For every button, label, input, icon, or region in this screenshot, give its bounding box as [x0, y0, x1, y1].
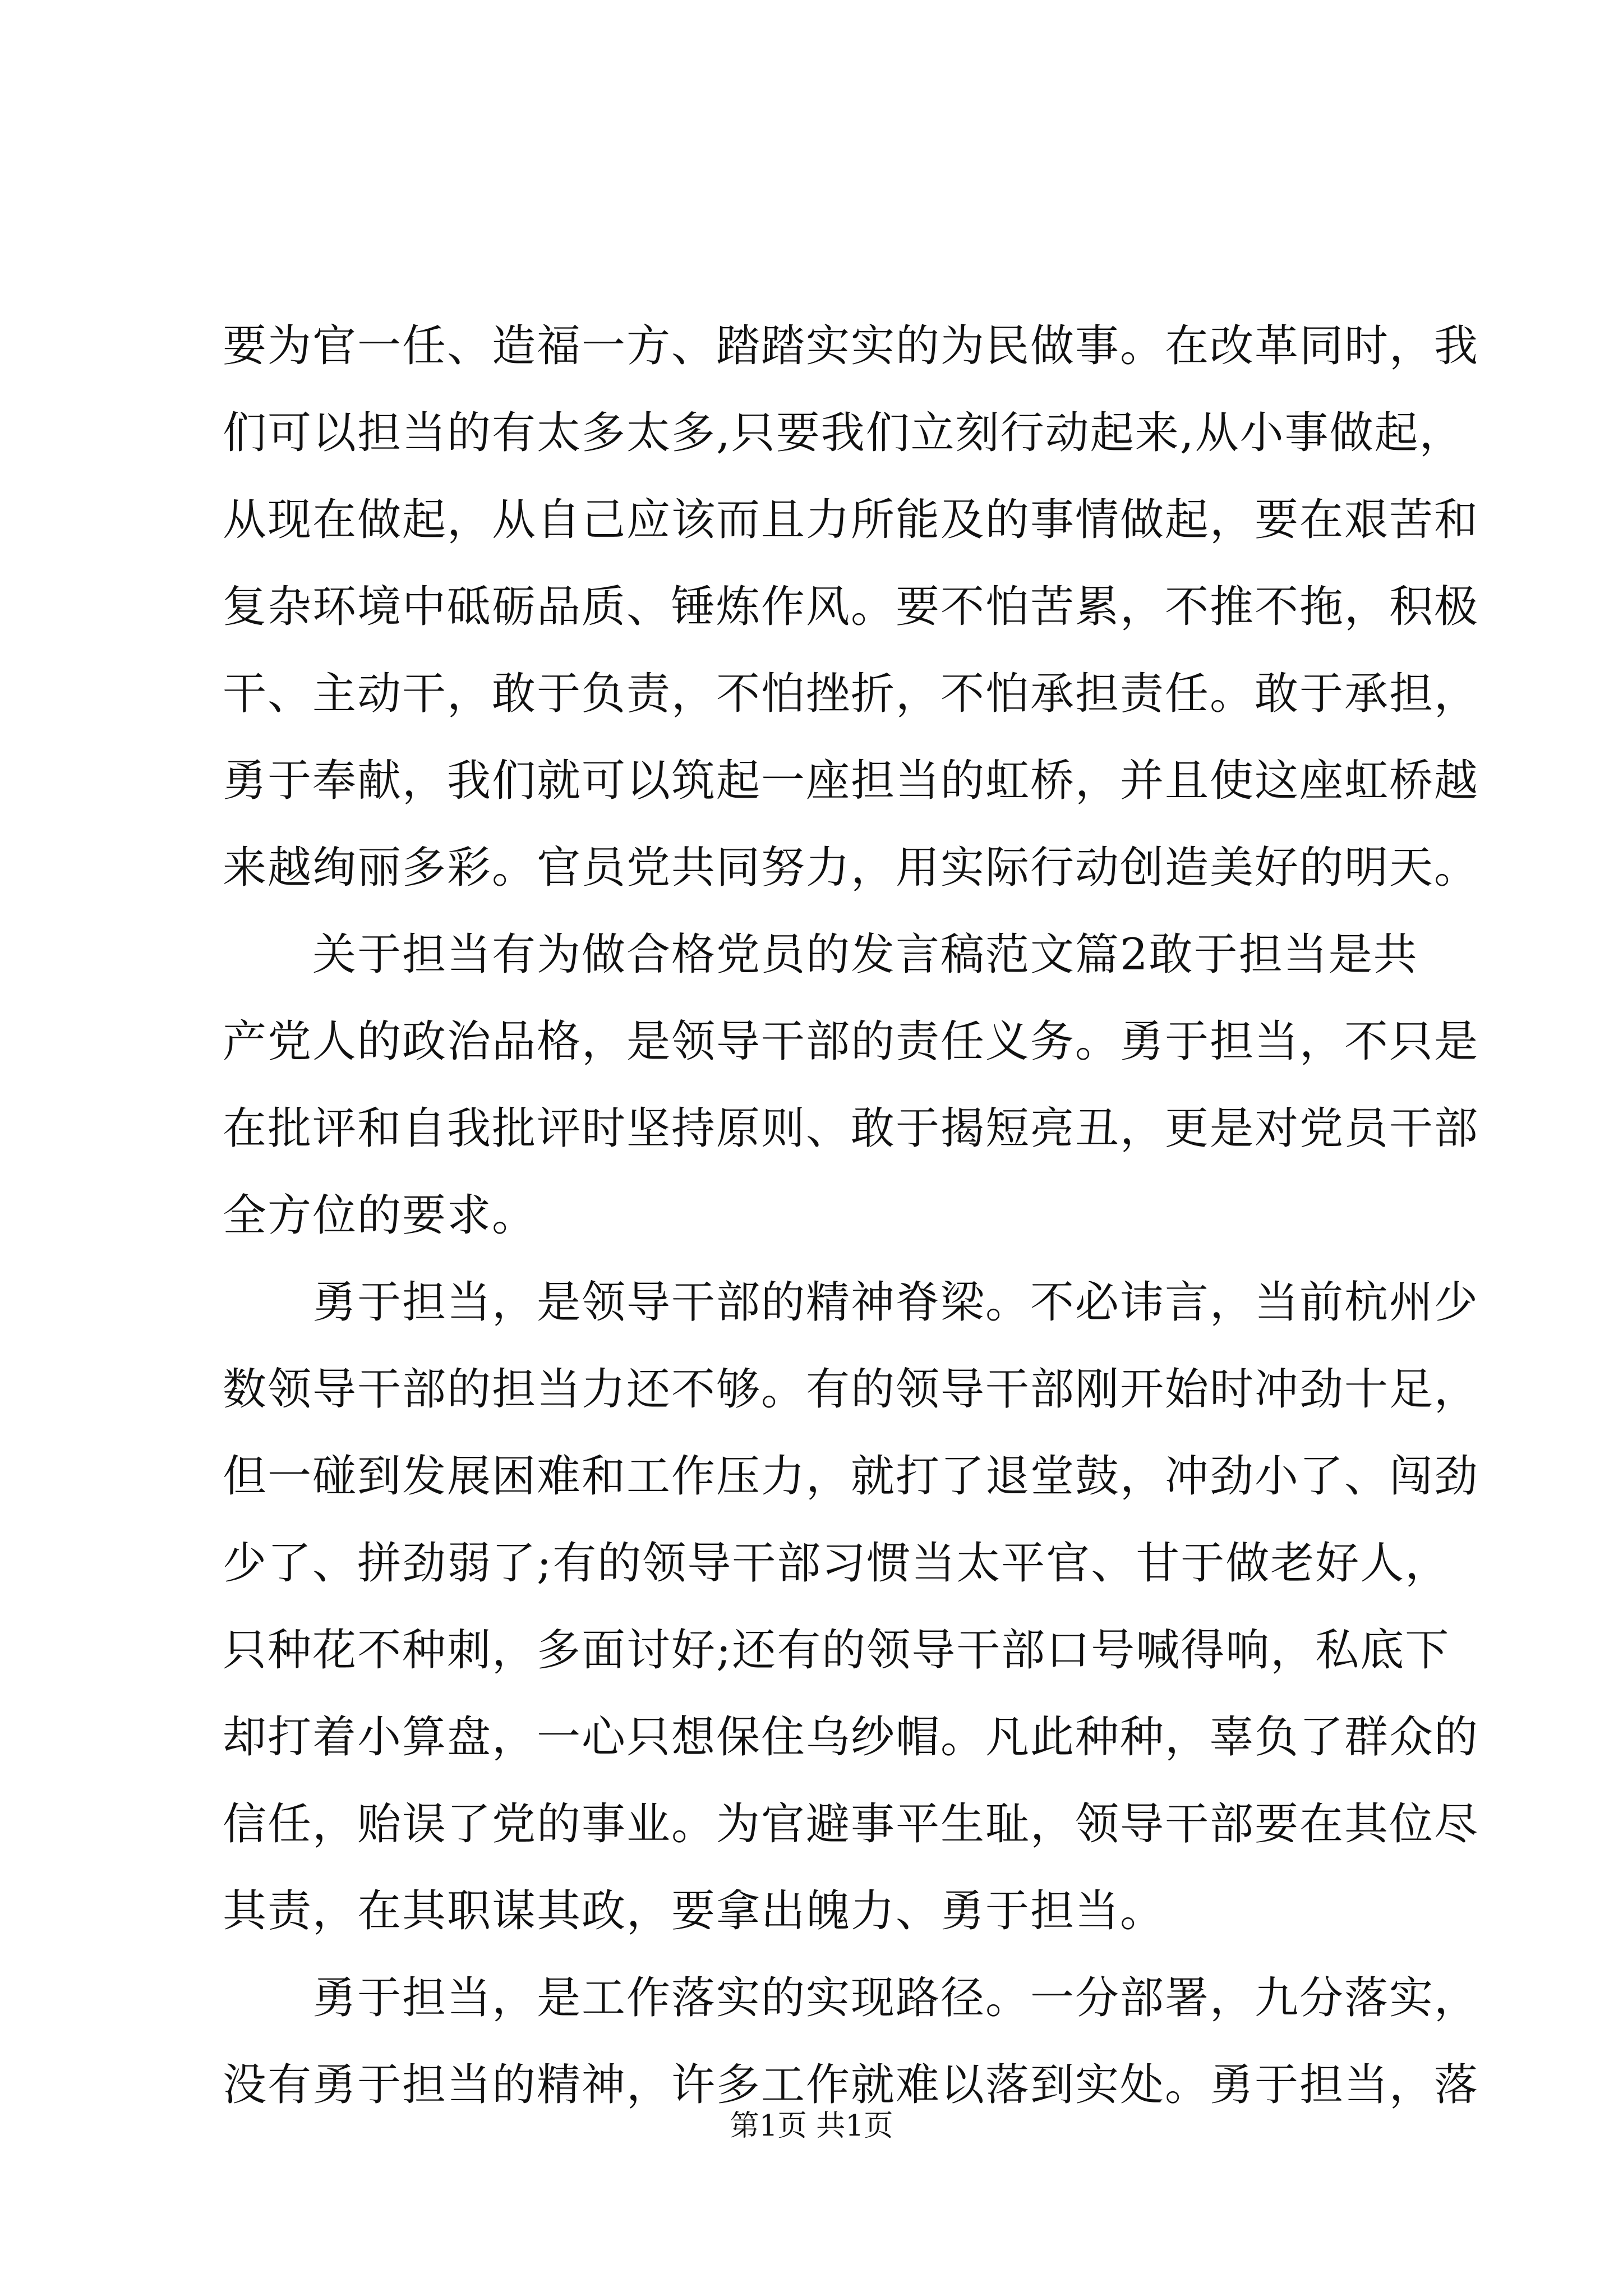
paragraph-first-line: 勇于担当，是领导干部的精神脊梁。不必讳言，当前杭州少 [312, 1277, 1479, 1328]
text-line: 在批评和自我批评时坚持原则、敢于揭短亮丑，更是对党员干部 [223, 1103, 1479, 1154]
paragraph-first-line: 勇于担当，是工作落实的实现路径。一分部署，九分落实， [312, 1973, 1479, 2023]
text-line: 少了、拼劲弱了;有的领导干部习惯当太平官、甘于做老好人， [223, 1538, 1450, 1589]
text-line: 但一碰到发展困难和工作压力，就打了退堂鼓，冲劲小了、闯劲 [223, 1451, 1479, 1502]
paragraph-first-line: 关于担当有为做合格党员的发言稿范文篇2敢于担当是共 [312, 930, 1418, 980]
text-line: 勇于奉献，我们就可以筑起一座担当的虹桥，并且使这座虹桥越 [223, 756, 1479, 806]
text-line: 信任，贻误了党的事业。为官避事平生耻，领导干部要在其位尽 [223, 1799, 1479, 1849]
page-footer: 第1页 共1页 [730, 2109, 893, 2143]
text-line: 数领导干部的担当力还不够。有的领导干部刚开始时冲劲十足， [223, 1364, 1479, 1415]
text-line: 没有勇于担当的精神，许多工作就难以落到实处。勇于担当，落 [223, 2060, 1479, 2110]
text-line: 却打着小算盘，一心只想保住乌纱帽。凡此种种，辜负了群众的 [223, 1712, 1479, 1763]
text-line: 只种花不种刺，多面讨好;还有的领导干部口号喊得响，私底下 [223, 1625, 1450, 1676]
text-line: 产党人的政治品格，是领导干部的责任义务。勇于担当，不只是 [223, 1016, 1479, 1067]
text-line: 干、主动干，敢于负责，不怕挫折，不怕承担责任。敢于承担， [223, 669, 1479, 719]
text-line: 其责，在其职谋其政，要拿出魄力、勇于担当。 [223, 1886, 1165, 1936]
text-line: 全方位的要求。 [223, 1190, 537, 1241]
text-line: 从现在做起，从自己应该而且力所能及的事情做起，要在艰苦和 [223, 495, 1479, 545]
text-line: 们可以担当的有太多太多,只要我们立刻行动起来,从小事做起， [223, 408, 1464, 458]
text-line: 复杂环境中砥砺品质、锤炼作风。要不怕苦累，不推不拖，积极 [223, 582, 1479, 632]
text-line: 要为官一任、造福一方、踏踏实实的为民做事。在改革同时，我 [223, 321, 1479, 371]
text-line: 来越绚丽多彩。官员党共同努力，用实际行动创造美好的明天。 [223, 843, 1479, 893]
document-body [223, 303, 1479, 2129]
